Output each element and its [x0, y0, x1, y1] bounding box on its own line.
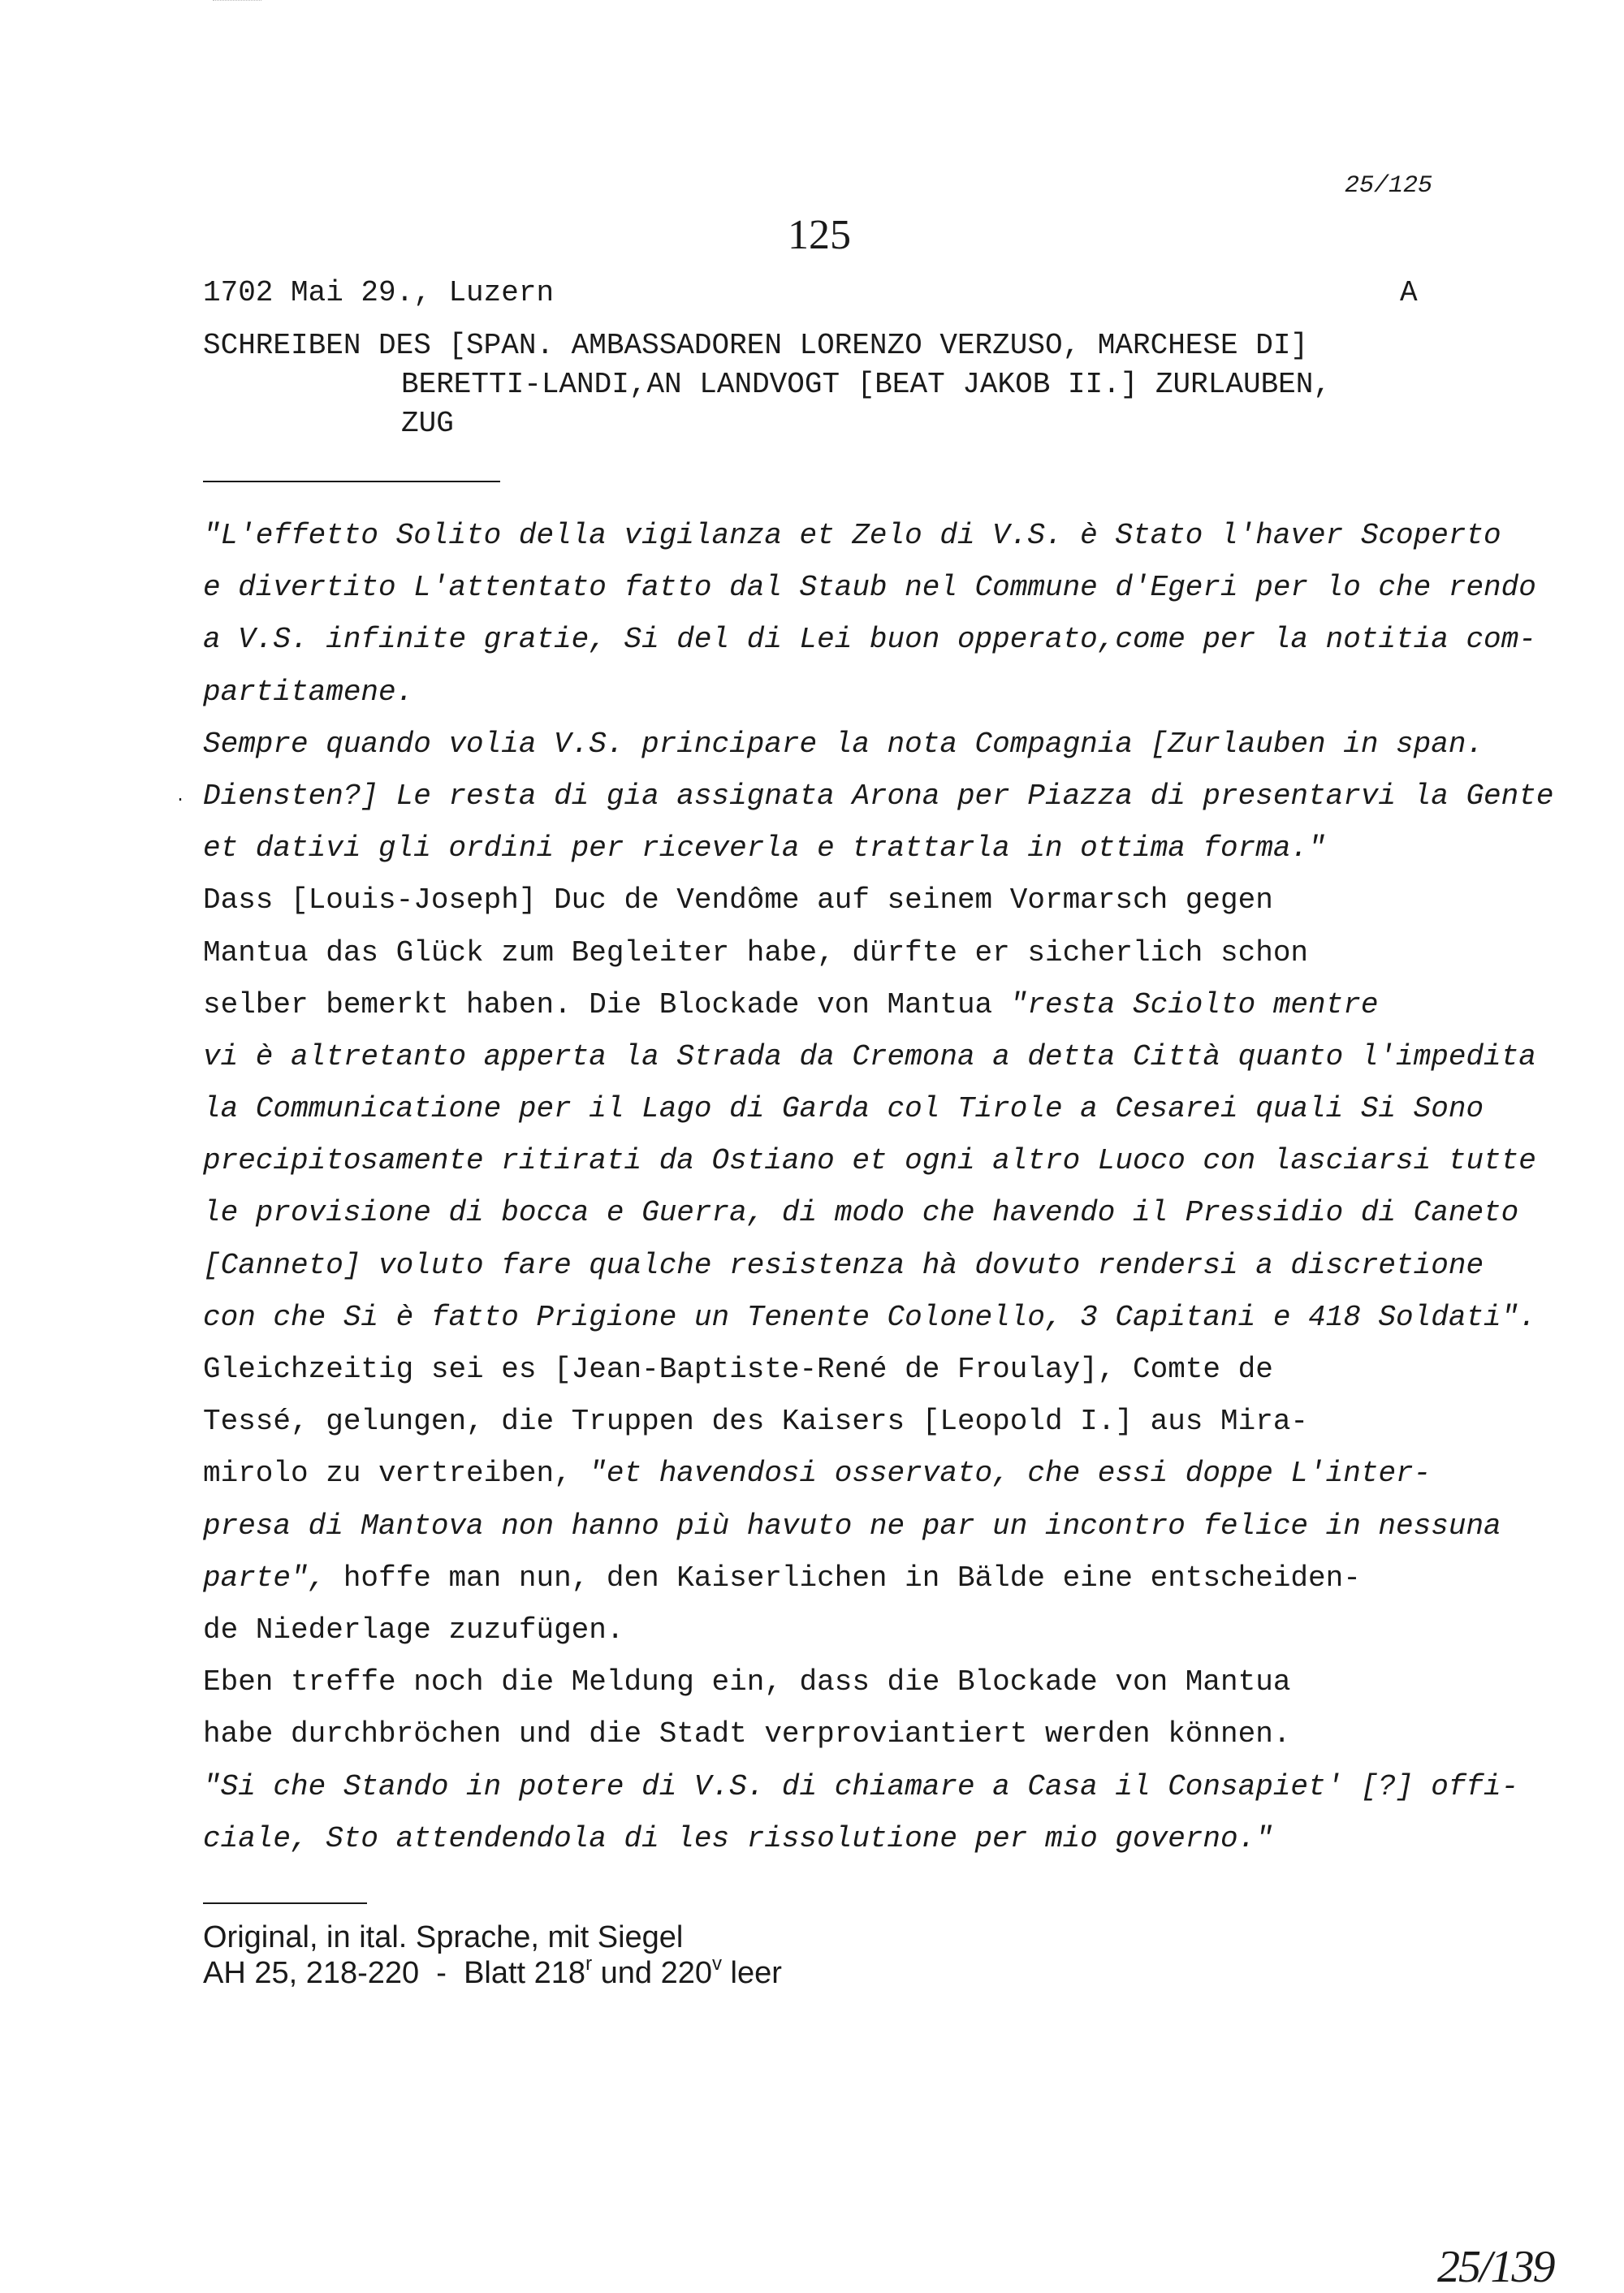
german-summary-text: selber bemerkt haben. Die Blockade von Mantua: [203, 987, 1010, 1021]
body-line: [203, 667, 1502, 719]
body-line: [203, 1813, 1502, 1865]
italian-quote-text: ciale, Sto attendendola di les rissolutione per mio governo.": [203, 1821, 1273, 1855]
footnote-line-2: [203, 1955, 782, 1991]
body-line: [203, 1240, 1502, 1292]
body-line: [203, 510, 1502, 562]
body-line: [203, 1187, 1519, 1239]
italian-quote-text: Sempre quando volia V.S. principare la nota Compagnia [Zurlauben in span.: [203, 727, 1484, 761]
german-summary-text: Tessé, gelungen, die Truppen des Kaisers [Leopold I.] aus Mira-: [203, 1405, 1309, 1439]
document-title: [203, 326, 1486, 443]
italian-quote-text: con che Si è fatto Prigione un Tenente Colonello, 3 Capitani e 418 Soldati".: [203, 1300, 1536, 1334]
body-line: [203, 1031, 1536, 1083]
body-line: [203, 562, 1536, 614]
german-summary-text: hoffe man nun, den Kaiserlichen in Bälde eine entscheiden-: [343, 1561, 1361, 1595]
body-line: [203, 979, 1502, 1031]
title-line: ZUG: [401, 407, 454, 440]
german-summary-text: de Niederlage zuzufügen.: [203, 1613, 624, 1647]
german-summary-text: mirolo zu vertreiben,: [203, 1457, 590, 1491]
italian-quote-text: et dativi gli ordini per riceverla e trattarla in ottima forma.": [203, 831, 1326, 866]
german-summary-text: Mantua das Glück zum Begleiter habe, dürfte er sicherlich schon: [203, 935, 1309, 969]
italian-quote-text: Diensten?] Le resta di gia assignata Arona per Piazza di presentarvi la Gente: [203, 779, 1554, 813]
italian-quote-text: partitamene.: [203, 675, 414, 709]
italian-quote-text: la Communicatione per il Lago di Garda col Tirole a Cesarei quali Si Sono: [203, 1092, 1484, 1126]
title-line: SCHREIBEN DES [SPAN. AMBASSADOREN LORENZO VERZUSO, MARCHESE DI]: [203, 329, 1309, 362]
body-line: [203, 1761, 1519, 1813]
body-line: [203, 1656, 1502, 1708]
margin-dot: ·: [175, 791, 186, 810]
german-summary-text: Eben treffe noch die Meldung ein, dass die Blockade von Mantua: [203, 1665, 1291, 1699]
italian-quote-text: e divertito L'attentato fatto dal Staub nel Commune d'Egeri per lo che rendo: [203, 571, 1536, 605]
superscript-recto: r: [585, 1953, 593, 1975]
scan-edge-mark: [213, 0, 261, 1]
footnote: [203, 1919, 782, 1991]
german-summary-text: Gleichzeitig sei es [Jean-Baptiste-René de Froulay], Comte de: [203, 1353, 1273, 1386]
italian-quote-text: precipitosamente ritirati da Ostiano et ogni altro Luoco con lasciarsi tutte: [203, 1144, 1536, 1178]
italian-quote-text: "et havendosi osservato, che essi doppe L'inter-: [589, 1457, 1432, 1491]
italian-quote-text: a V.S. infinite gratie, Si del di Lei buon opperato,come per la notitia com-: [203, 623, 1536, 657]
italian-quote-text: "L'effetto Solito della vigilanza et Zelo di V.S. è Stato l'haver Scoperto: [203, 519, 1501, 552]
body-line: [203, 1448, 1502, 1500]
body-line: [203, 1501, 1502, 1552]
german-summary-text: habe durchbröchen und die Stadt verproviantiert werden können.: [203, 1717, 1291, 1751]
italian-quote-text: [Canneto] voluto fare qualche resistenza hà dovuto rendersi a discretione: [203, 1248, 1484, 1282]
italian-quote-text: "resta Sciolto mentre: [1009, 987, 1379, 1021]
body-line: [203, 771, 1554, 823]
german-summary-text: Dass [Louis-Joseph] Duc de Vendôme auf seinem Vormarsch gegen: [203, 883, 1273, 918]
body-line: [203, 1552, 1502, 1604]
italian-quote-text: vi è altretanto apperta la Strada da Cremona a detta Città quanto l'impedita: [203, 1039, 1536, 1073]
italian-quote-text: le provisione di bocca e Guerra, di modo che havendo il Pressidio di Caneto: [203, 1196, 1519, 1230]
body-line: [203, 1604, 1502, 1656]
footnote-divider: [203, 1902, 367, 1904]
footnote-text: und 220: [592, 1956, 712, 1990]
body-line: [203, 927, 1502, 979]
superscript-verso: v: [712, 1953, 722, 1975]
body-line: [203, 1708, 1502, 1760]
body-line: [203, 1083, 1502, 1135]
document-body: [203, 510, 1554, 1865]
footnote-text: AH 25, 218-220 - Blatt 218: [203, 1956, 586, 1990]
italian-quote-text: presa di Mantova non hanno più havuto ne par un incontro felice in nessuna: [203, 1509, 1501, 1543]
body-line: [203, 1135, 1536, 1187]
handwritten-page-number: 25/139: [1437, 2242, 1554, 2292]
body-line: [203, 1292, 1536, 1344]
archive-reference: 25/125: [1344, 172, 1432, 200]
document-number: 125: [788, 212, 851, 258]
body-line: [203, 823, 1502, 874]
body-line: [203, 719, 1502, 771]
title-line: BERETTI-LANDI,AN LANDVOGT [BEAT JAKOB II.] ZURLAUBEN,: [401, 368, 1331, 401]
footnote-text: leer: [722, 1956, 782, 1990]
date-place: 1702 Mai 29., Luzern: [203, 276, 555, 309]
italian-quote-text: "Si che Stando in potere di V.S. di chiamare a Casa il Consapiet' [?] offi-: [203, 1769, 1519, 1803]
body-line: [203, 1344, 1502, 1396]
body-line: [203, 1396, 1502, 1448]
body-line: [203, 614, 1536, 666]
body-line: [203, 874, 1502, 926]
footnote-line-1: Original, in ital. Sprache, mit Siegel: [203, 1920, 684, 1954]
italian-quote-text: parte",: [203, 1561, 343, 1595]
header-divider: [203, 481, 500, 482]
sigle: A: [1400, 276, 1418, 309]
